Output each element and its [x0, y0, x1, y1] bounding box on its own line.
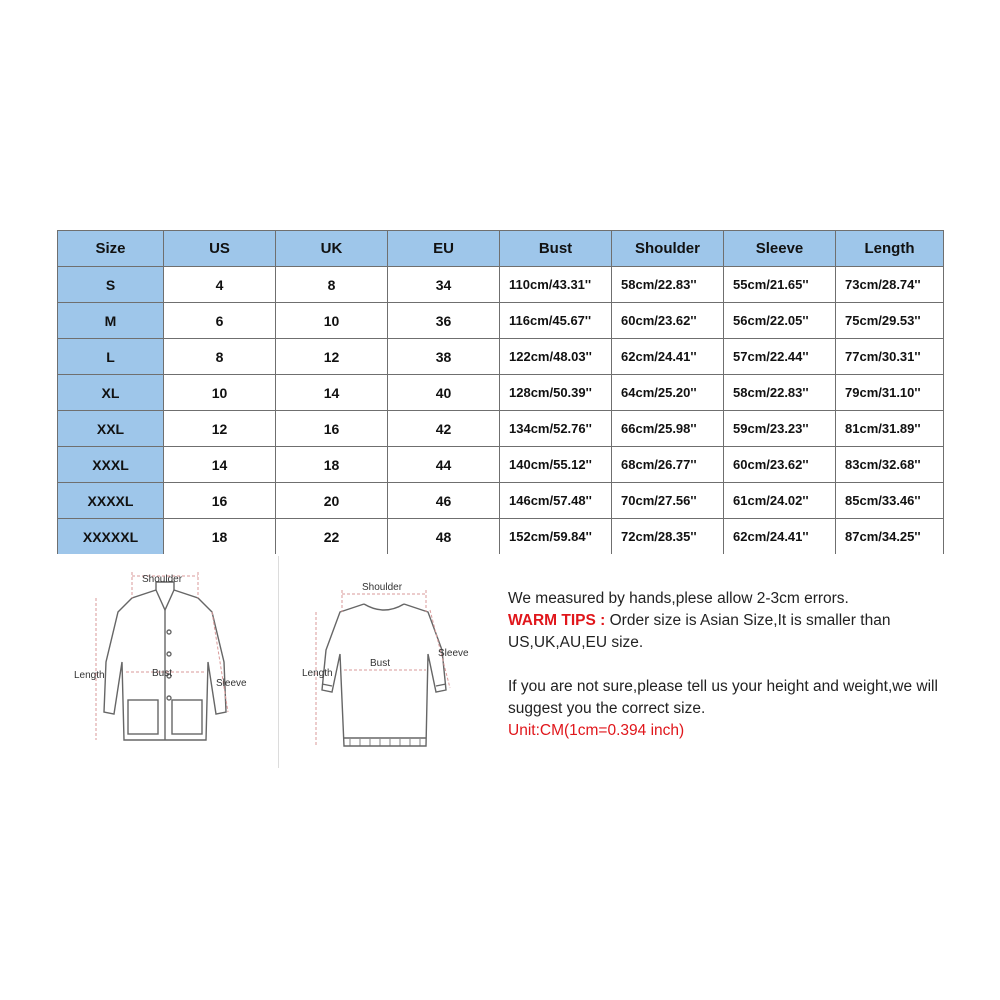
warm-tips: [508, 610, 958, 654]
sweater-length-label: Length: [302, 668, 333, 679]
table-row: [58, 483, 944, 519]
bust-cell: 116cm/45.67'': [500, 303, 612, 339]
table-row: [58, 339, 944, 375]
header-length: Length: [836, 231, 944, 267]
sweater-sleeve-label: Sleeve: [438, 648, 469, 659]
us-cell: 14: [164, 447, 276, 483]
sleeve-cell: 61cm/24.02'': [724, 483, 836, 519]
table-row: [58, 303, 944, 339]
warm-tips-text: Order size is Asian Size,It is smaller than US,UK,AU,EU size.: [508, 612, 891, 651]
jacket-bust-label: Bust: [152, 668, 173, 679]
length-cell: 87cm/34.25'': [836, 519, 944, 555]
diagram-divider: [278, 556, 279, 768]
uk-cell: 16: [276, 411, 388, 447]
size-tips: [508, 588, 958, 742]
shoulder-cell: 64cm/25.20'': [612, 375, 724, 411]
eu-cell: 44: [388, 447, 500, 483]
bust-cell: 146cm/57.48'': [500, 483, 612, 519]
table-row: [58, 267, 944, 303]
size-cell: XXXXXL: [58, 519, 164, 555]
size-cell: M: [58, 303, 164, 339]
shoulder-cell: 70cm/27.56'': [612, 483, 724, 519]
sleeve-cell: 57cm/22.44'': [724, 339, 836, 375]
length-cell: 85cm/33.46'': [836, 483, 944, 519]
shoulder-cell: 62cm/24.41'': [612, 339, 724, 375]
bust-cell: 140cm/55.12'': [500, 447, 612, 483]
uk-cell: 14: [276, 375, 388, 411]
eu-cell: 42: [388, 411, 500, 447]
shoulder-cell: 72cm/28.35'': [612, 519, 724, 555]
length-cell: 83cm/32.68'': [836, 447, 944, 483]
header-shoulder: Shoulder: [612, 231, 724, 267]
shoulder-cell: 66cm/25.98'': [612, 411, 724, 447]
length-cell: 75cm/29.53'': [836, 303, 944, 339]
us-cell: 12: [164, 411, 276, 447]
sleeve-cell: 62cm/24.41'': [724, 519, 836, 555]
eu-cell: 46: [388, 483, 500, 519]
length-cell: 77cm/30.31'': [836, 339, 944, 375]
length-cell: 79cm/31.10'': [836, 375, 944, 411]
bust-cell: 152cm/59.84'': [500, 519, 612, 555]
table-row: [58, 375, 944, 411]
uk-cell: 18: [276, 447, 388, 483]
uk-cell: 10: [276, 303, 388, 339]
bust-cell: 110cm/43.31'': [500, 267, 612, 303]
table-header-row: [58, 231, 944, 267]
us-cell: 10: [164, 375, 276, 411]
uk-cell: 20: [276, 483, 388, 519]
eu-cell: 36: [388, 303, 500, 339]
jacket-length-label: Length: [74, 670, 105, 681]
header-uk: UK: [276, 231, 388, 267]
table-row: [58, 447, 944, 483]
sweater-measurement-diagram: [300, 570, 480, 758]
sleeve-cell: 59cm/23.23'': [724, 411, 836, 447]
bust-cell: 122cm/48.03'': [500, 339, 612, 375]
size-cell: XXL: [58, 411, 164, 447]
measurement-note: We measured by hands,plese allow 2-3cm errors.: [508, 590, 849, 607]
bust-cell: 134cm/52.76'': [500, 411, 612, 447]
uk-cell: 8: [276, 267, 388, 303]
unit-conversion: Unit:CM(1cm=0.394 inch): [508, 722, 685, 739]
table-row: [58, 519, 944, 555]
bust-cell: 128cm/50.39'': [500, 375, 612, 411]
header-size: Size: [58, 231, 164, 267]
uk-cell: 12: [276, 339, 388, 375]
sleeve-cell: 60cm/23.62'': [724, 447, 836, 483]
header-us: US: [164, 231, 276, 267]
sleeve-cell: 58cm/22.83'': [724, 375, 836, 411]
size-cell: S: [58, 267, 164, 303]
shoulder-cell: 60cm/23.62'': [612, 303, 724, 339]
shoulder-cell: 68cm/26.77'': [612, 447, 724, 483]
jacket-sleeve-label: Sleeve: [216, 678, 247, 689]
eu-cell: 38: [388, 339, 500, 375]
us-cell: 16: [164, 483, 276, 519]
length-cell: 73cm/28.74'': [836, 267, 944, 303]
sweater-bust-label: Bust: [370, 658, 391, 669]
length-cell: 81cm/31.89'': [836, 411, 944, 447]
header-sleeve: Sleeve: [724, 231, 836, 267]
sleeve-cell: 56cm/22.05'': [724, 303, 836, 339]
us-cell: 6: [164, 303, 276, 339]
shoulder-cell: 58cm/22.83'': [612, 267, 724, 303]
size-cell: L: [58, 339, 164, 375]
warm-tips-label: WARM TIPS :: [508, 612, 606, 629]
header-eu: EU: [388, 231, 500, 267]
eu-cell: 40: [388, 375, 500, 411]
jacket-shoulder-label: Shoulder: [142, 574, 183, 585]
size-cell: XXXXL: [58, 483, 164, 519]
jacket-measurement-diagram: [70, 562, 270, 758]
sweater-shoulder-label: Shoulder: [362, 582, 403, 593]
table-row: [58, 411, 944, 447]
size-cell: XXXL: [58, 447, 164, 483]
uk-cell: 22: [276, 519, 388, 555]
sleeve-cell: 55cm/21.65'': [724, 267, 836, 303]
us-cell: 8: [164, 339, 276, 375]
size-advice: If you are not sure,please tell us your height and weight,we will suggest you the correct size.: [508, 678, 938, 717]
size-chart-table: [57, 230, 944, 554]
header-bust: Bust: [500, 231, 612, 267]
us-cell: 18: [164, 519, 276, 555]
eu-cell: 34: [388, 267, 500, 303]
us-cell: 4: [164, 267, 276, 303]
eu-cell: 48: [388, 519, 500, 555]
size-cell: XL: [58, 375, 164, 411]
